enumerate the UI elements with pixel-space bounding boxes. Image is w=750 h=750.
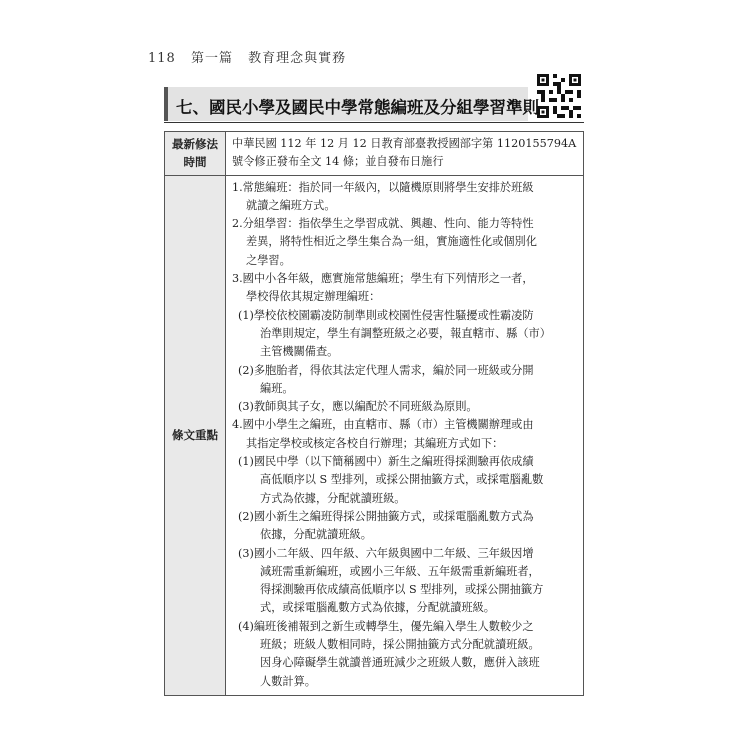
clause-4-item-3-cont: 得採測驗再依成績高低順序以 S 型排列，或採公開抽籤方 <box>260 583 544 597</box>
clause-4-item-3: (3)國小二年級、四年級、六年級與國中二年級、三年級因增 <box>238 546 534 560</box>
clause-2: 2.分組學習：指依學生之學習成就、興趣、性向、能力等特性 <box>232 217 534 231</box>
clause-4-item-2: (2)國小新生之編班得採公開抽籤方式，或採電腦亂數方式為 <box>238 509 534 523</box>
label-line: 條文重點 <box>172 428 218 443</box>
label-line: 時間 <box>183 155 207 170</box>
text-line: 中華民國 112 年 12 月 12 日教育部臺教授國部字第 1120155794A <box>232 137 577 150</box>
row-label-key-points <box>165 175 226 695</box>
clause-3-item-1-cont: 治準則規定，學生有調整班級之必要，報直轄市、縣（市） <box>260 326 551 340</box>
clause-3-item-1-cont: 主管機關備查。 <box>260 345 339 359</box>
clause-4-item-4-cont: 因身心障礙學生就讀普通班減少之班級人數，應併入該班 <box>260 656 540 670</box>
revision-date-content <box>226 132 584 176</box>
label-line: 最新修法 <box>172 137 218 152</box>
clause-4-item-1: (1)國民中學（以下簡稱國中）新生之編班得採測驗再依成績 <box>238 455 534 469</box>
clause-1: 1.常態編班：指於同一年級內，以隨機原則將學生安排於班級 <box>232 180 534 194</box>
clause-3: 3.國中小各年級，應實施常態編班；學生有下列情形之一者， <box>232 272 534 286</box>
key-points-content <box>226 175 584 695</box>
clause-3-item-2-cont: 編班。 <box>260 381 294 395</box>
clause-4-item-2-cont: 依據，分配就讀班級。 <box>260 528 372 542</box>
clause-4-item-3-cont: 式，或採電腦亂數方式為依據，分配就讀班級。 <box>260 601 495 615</box>
table-row-revision-date <box>165 132 584 176</box>
clause-4-item-4-cont: 人數計算。 <box>260 674 316 688</box>
clause-3-cont: 學校得依其規定辦理編班： <box>246 290 381 304</box>
clause-3-item-2: (2)多胞胎者，得依其法定代理人需求，編於同一班級或分開 <box>238 363 534 377</box>
clause-4-item-4-cont: 班級；班級人數相同時，採公開抽籤方式分配就讀班級。 <box>260 638 540 652</box>
section-title: 七、國民小學及國民中學常態編班及分組學習準則 <box>176 98 539 117</box>
part-title: 教育理念與實務 <box>248 51 347 66</box>
part-label: 第一篇 <box>190 51 233 66</box>
clause-1-cont: 就讀之編班方式。 <box>246 198 336 212</box>
regulation-table <box>164 131 584 696</box>
clause-4-item-3-cont: 減班需重新編班，或國小三年級、五年級需重新編班者， <box>260 564 540 578</box>
clause-4-item-4: (4)編班後補報到之新生或轉學生，優先編入學生人數較少之 <box>238 619 534 633</box>
clause-4-item-1-cont: 方式為依據，分配就讀班級。 <box>260 491 406 505</box>
clause-4: 4.國中小學生之編班，由直轄市、縣（市）主管機關辦理或由 <box>232 418 534 432</box>
running-header <box>148 47 356 66</box>
clause-3-item-1: (1)學校依校園霸凌防制準則或校園性侵害性騷擾或性霸凌防 <box>238 308 534 322</box>
clause-2-cont: 差異，將特性相近之學生集合為一組，實施適性化或個別化 <box>246 235 537 249</box>
section-title-box <box>164 87 539 121</box>
table-row-key-points <box>165 175 584 695</box>
clause-2-cont: 之學習。 <box>246 253 291 267</box>
clause-4-item-1-cont: 高低順序以 S 型排列，或採公開抽籤方式，或採電腦亂數 <box>260 473 544 487</box>
text-line: 號令修正發布全文 14 條；並自發布日施行 <box>232 155 444 169</box>
clause-3-item-3: (3)教師與其子女，應以編配於不同班級為原則。 <box>238 400 478 414</box>
clause-4-cont: 其指定學校或核定各校自行辦理；其編班方式如下： <box>246 436 504 450</box>
title-divider <box>164 122 584 123</box>
page-number: 118 <box>148 51 176 66</box>
row-label-revision-date <box>165 132 226 176</box>
qr-code-icon <box>537 74 581 118</box>
